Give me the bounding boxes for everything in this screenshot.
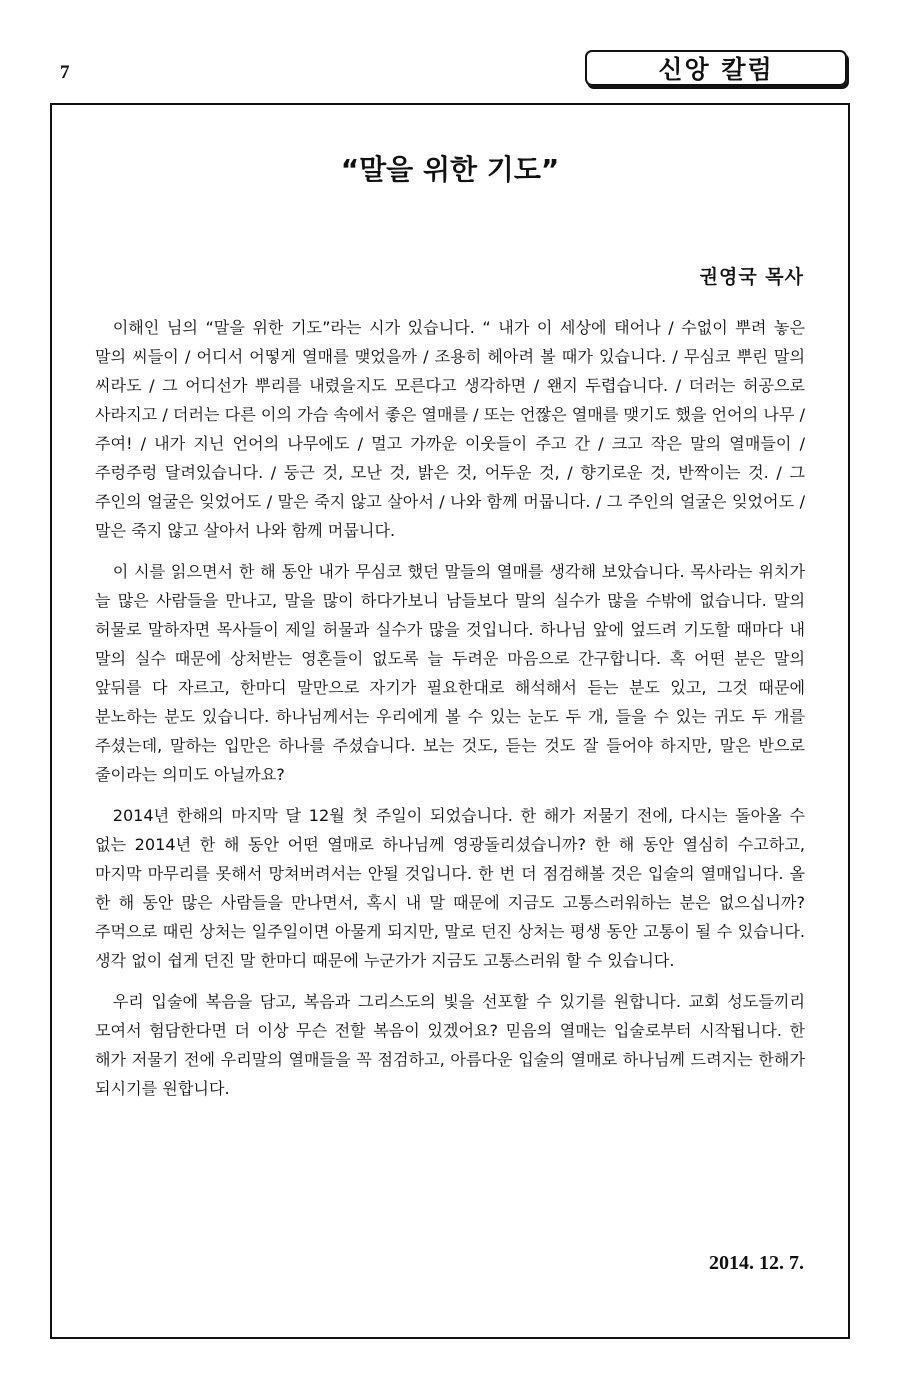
article-title: “말을 위한 기도” — [340, 153, 560, 186]
paragraph-2: 이 시를 읽으면서 한 해 동안 내가 무심코 했던 말들의 열매를 생각해 보았습니다. 목사라는 위치가 늘 많은 사람들을 만나고, 말을 많이 하다가보니 남들보다 말의 실수가 많을 수밖에 없습니다. 말의 허물로 말하자면 목사들이 제일 허물과 실수가 많을 것입니다. 하나님 앞에 엎드려 기도할 때마다 내 말의 실수 때문에 상처받는 영혼들이 없도록 늘 두려운 마음으로 간구합니다. 혹 어떤 분은 말의 앞뒤를 다 자르고, 한마디 말만으로 자기가 필요한대로 해석해서 듣는 분도 있고, 그것 때문에 분노하는 분도 있습니다. 하나님께서는 우리에게 볼 수 있는 눈도 두 개, 들을 수 있는 귀도 두 개를 주셨는데, 말하는 입만은 하나를 주셨습니다. 보는 것도, 듣는 것도 잘 들어야 하지만, 말은 반으로 줄이라는 의미도 아닐까요? — [95, 562, 805, 784]
section-title: 신앙 칼럼 — [658, 55, 774, 84]
article-author: 권영국 목사 — [699, 266, 804, 288]
article-body — [95, 313, 805, 1115]
page-number: 7 — [60, 62, 70, 83]
section-header-box — [585, 50, 847, 86]
article-date: 2014. 12. 7. — [709, 1252, 804, 1274]
paragraph-1: 이해인 님의 “말을 위한 기도”라는 시가 있습니다. “ 내가 이 세상에 태어나 / 수없이 뿌려 놓은 말의 씨들이 / 어디서 어떻게 열매를 맺었을까 / 조용히 헤아려 볼 때가 있습니다. / 무심코 뿌린 말의 씨라도 / 그 어디선가 뿌리를 내렸을지도 모른다고 생각하면 / 왠지 두렵습니다. / 더러는 허공으로 사라지고 / 더러는 다른 이의 가슴 속에서 좋은 열매를 / 또는 언짢은 열매를 맺기도 했을 언어의 나무 / 주여! / 내가 지닌 언어의 나무에도 / 멀고 가까운 이웃들이 주고 간 / 크고 작은 말의 열매들이 /주렁주렁 달려있습니다. / 둥근 것, 모난 것, 밝은 것, 어두운 것, / 향기로운 것, 반짝이는 것. / 그 주인의 얼굴은 잊었어도 / 말은 죽지 않고 살아서 / 나와 함께 머뭅니다. / 그 주인의 얼굴은 잊었어도 / 말은 죽지 않고 살아서 나와 함께 머뭅니다. — [95, 318, 805, 540]
paragraph-4: 우리 입술에 복음을 담고, 복음과 그리스도의 빛을 선포할 수 있기를 원합니다. 교회 성도들끼리 모여서 험담한다면 더 이상 무슨 전할 복음이 있겠어요? 믿음의 열매는 입술로부터 시작됩니다. 한 해가 저물기 전에 우리말의 열매들을 꼭 점검하고, 아름다운 입술의 열매로 하나님께 드려지는 한해가 되시기를 원합니다. — [95, 992, 805, 1098]
paragraph-3: 2014년 한해의 마지막 달 12월 첫 주일이 되었습니다. 한 해가 저물기 전에, 다시는 돌아올 수 없는 2014년 한 해 동안 어떤 열매로 하나님께 영광돌리셨습니까? 한 해 동안 열심히 수고하고, 마지막 마무리를 못해서 망쳐버려서는 안될 것입니다. 한 번 더 점검해볼 것은 입술의 열매입니다. 올 한 해 동안 많은 사람들을 만나면서, 혹시 내 말 때문에 지금도 고통스러워하는 분은 없으십니까? 주먹으로 때린 상처는 일주일이면 아물게 되지만, 말로 던진 상처는 평생 동안 고통이 될 수 있습니다. 생각 없이 쉽게 던진 말 한마디 때문에 누군가가 지금도 고통스러워 할 수 있습니다. — [95, 806, 805, 970]
